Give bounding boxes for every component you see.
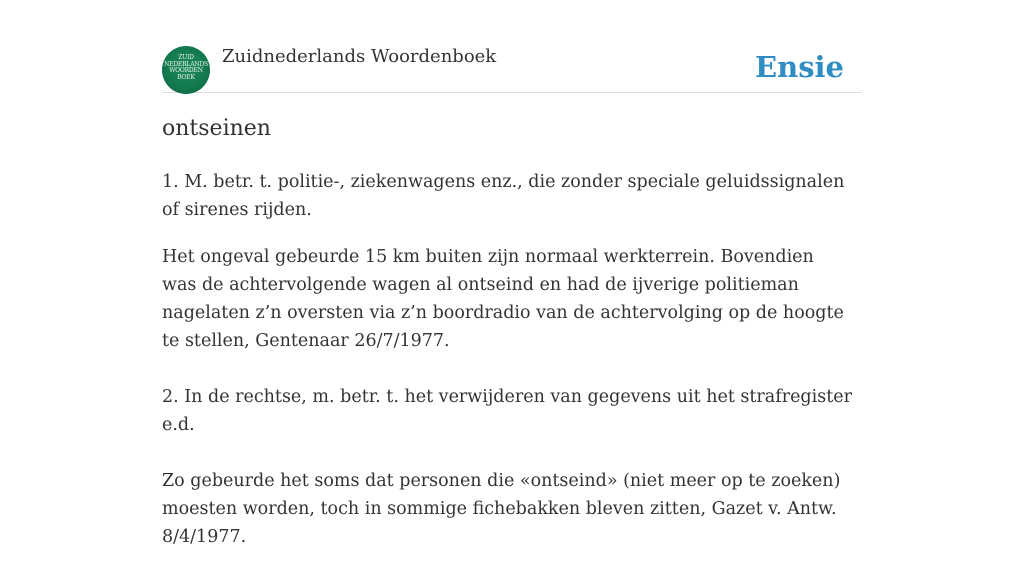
definition-1: 1. M. betr. t. politie-, ziekenwagens enz., die zonder speciale geluidssignalen of sirenes rijden. (162, 172, 845, 220)
entry-title: ontseinen (162, 116, 271, 141)
example-1: Het ongeval gebeurde 15 km buiten zijn normaal werkterrein. Bovendien was de achtervolgende wagen al ontseind en had de ijverige politieman nagelaten z’n oversten via z’n boordradio van de achtervolging op de hoogte te stellen, Gentenaar 26/7/1977. (162, 247, 844, 351)
ensie-brand-logo[interactable]: Ensie (755, 50, 844, 84)
site-header (162, 40, 862, 93)
logo-text: ZUID NEDERLANDS WOORDEN BOEK (164, 54, 208, 81)
entry-content (162, 168, 852, 570)
example-2: Zo gebeurde het soms dat personen die «ontseind» (niet meer op te zoeken) moesten worden, toch in sommige fichebakken bleven zitten, Gazet v. Antw. 8/4/1977. (162, 471, 841, 547)
definition-2: 2. In de rechtse, m. betr. t. het verwijderen van gegevens uit het strafregister e.d. (162, 387, 852, 435)
site-name[interactable]: Zuidnederlands Woordenboek (222, 46, 497, 67)
zuidnederlands-woordenboek-logo[interactable] (162, 46, 210, 94)
